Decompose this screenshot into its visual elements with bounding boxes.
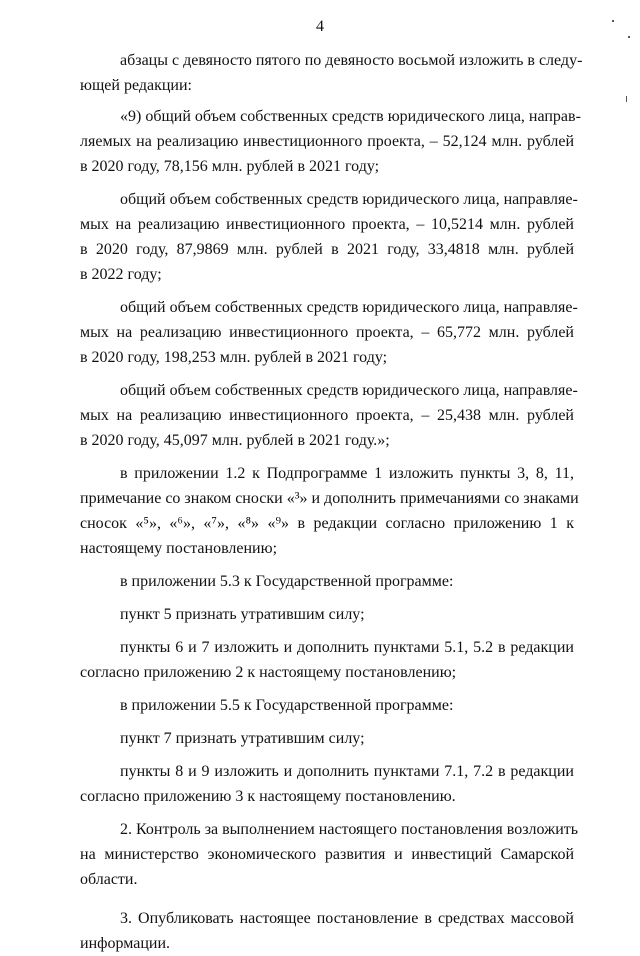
text-line: в 2020 году, 45,097 млн. рублей в 2021 году.»;: [80, 432, 390, 449]
text-line: примечание со знаком сноски «³» и дополнить примечаниями со знаками: [80, 490, 579, 507]
text-line: на министерство экономического развития и инвестиций Самарской: [80, 846, 574, 863]
text-line: 3. Опубликовать настоящее постановление в средствах массовой: [120, 910, 574, 927]
paragraph: [80, 726, 574, 751]
paragraph: [80, 187, 578, 287]
text-line: настоящему постановлению;: [80, 540, 278, 557]
text-line: сносок «⁵», «⁶», «⁷», «⁸» «⁹» в редакции согласно приложению 1 к: [80, 515, 574, 532]
paragraph: [80, 378, 578, 453]
text-line: в 2020 году, 78,156 млн. рублей в 2021 году;: [80, 158, 380, 175]
text-line: общий объем собственных средств юридического лица, направляе-: [120, 191, 578, 208]
paragraph: [80, 48, 583, 98]
text-line: общий объем собственных средств юридического лица, направляе-: [120, 299, 578, 316]
text-line: в 2020 году, 87,9869 млн. рублей в 2021 году, 33,4818 млн. рублей: [80, 241, 574, 258]
text-line: согласно приложению 3 к настоящему постановлению.: [80, 788, 456, 805]
paragraph: [80, 602, 574, 627]
text-line: в 2022 году;: [80, 266, 162, 283]
scan-speck: [626, 96, 627, 102]
text-line: мых на реализацию инвестиционного проекта, – 25,438 млн. рублей: [80, 407, 574, 424]
scan-speck: [612, 20, 614, 22]
paragraph: [80, 295, 578, 370]
text-line: в приложении 5.3 к Государственной программе:: [120, 573, 454, 590]
text-line: в приложении 1.2 к Подпрограмме 1 изложить пункты 3, 8, 11,: [120, 465, 574, 482]
paragraph: [80, 906, 574, 956]
scan-speck: [628, 36, 630, 38]
paragraph: [80, 635, 574, 685]
text-line: 2. Контроль за выполнением настоящего постановления возложить: [120, 821, 579, 838]
text-line: мых на реализацию инвестиционного проекта, – 10,5214 млн. рублей: [80, 216, 574, 233]
text-line: согласно приложению 2 к настоящему постановлению;: [80, 664, 457, 681]
text-line: пункт 7 признать утратившим силу;: [120, 730, 365, 747]
text-line: абзацы с девяносто пятого по девяносто восьмой изложить в следу-: [120, 52, 583, 69]
paragraph: [80, 817, 579, 892]
text-line: области.: [80, 871, 138, 888]
text-line: ющей редакции:: [80, 77, 192, 94]
paragraph: [80, 759, 574, 809]
text-line: общий объем собственных средств юридического лица, направляе-: [120, 382, 578, 399]
text-line: пункты 6 и 7 изложить и дополнить пунктами 5.1, 5.2 в редакции: [120, 639, 574, 656]
text-line: мых на реализацию инвестиционного проекта, – 65,772 млн. рублей: [80, 324, 574, 341]
text-line: в приложении 5.5 к Государственной программе:: [120, 697, 454, 714]
text-line: пункты 8 и 9 изложить и дополнить пунктами 7.1, 7.2 в редакции: [120, 763, 574, 780]
text-line: в 2020 году, 198,253 млн. рублей в 2021 году;: [80, 349, 388, 366]
paragraph: [80, 569, 574, 594]
paragraph: [80, 461, 579, 561]
text-line: информации.: [80, 935, 171, 952]
paragraph: [80, 104, 581, 179]
page-number: 4: [316, 18, 324, 35]
document-body: [80, 40, 583, 956]
text-line: «9) общий объем собственных средств юридического лица, направ-: [120, 108, 581, 125]
text-line: ляемых на реализацию инвестиционного проекта, – 52,124 млн. рублей: [80, 133, 574, 150]
text-line: пункт 5 признать утратившим силу;: [120, 606, 365, 623]
paragraph: [80, 693, 574, 718]
